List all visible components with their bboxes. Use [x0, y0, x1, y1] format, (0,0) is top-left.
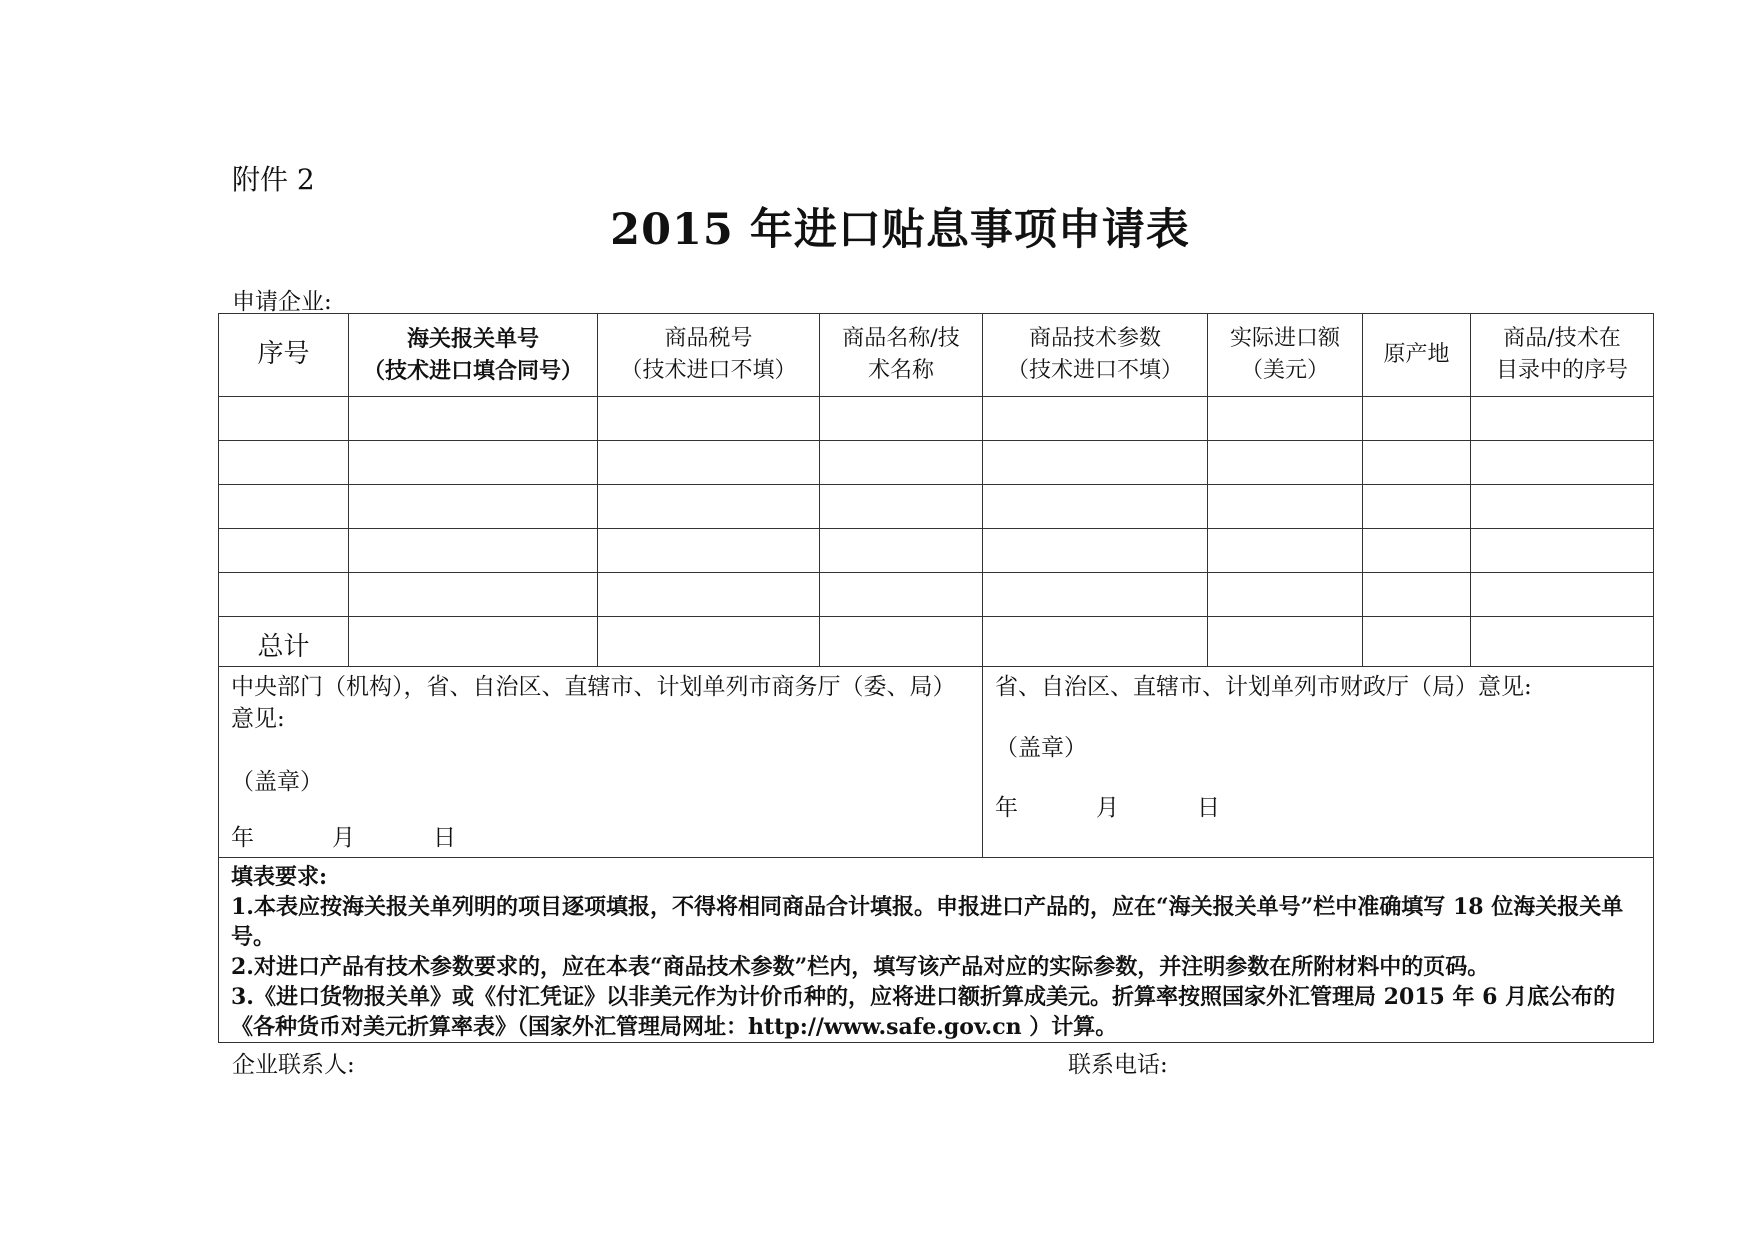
- table-cell[interactable]: [983, 529, 1208, 573]
- col-header-origin: [1363, 314, 1471, 397]
- total-row: [219, 617, 1654, 667]
- table-cell[interactable]: [1471, 485, 1654, 529]
- table-cell[interactable]: [598, 441, 820, 485]
- table-cell[interactable]: [1208, 485, 1363, 529]
- col-header-product-name-line2: 术名称: [867, 358, 934, 383]
- finance-opinion-text: 省、自治区、直辖市、计划单列市财政厅（局）意见:: [995, 674, 1532, 700]
- table-cell[interactable]: [1208, 441, 1363, 485]
- table-cell[interactable]: [1208, 529, 1363, 573]
- table-cell[interactable]: [983, 441, 1208, 485]
- total-cell[interactable]: [983, 617, 1208, 667]
- table-cell[interactable]: [219, 573, 349, 617]
- requirement-item: 1.本表应按海关报关单列明的项目逐项填报，不得将相同商品合计填报。申报进口产品的，应在“海关报关单号”栏中准确填写 18 位海关报关单号。: [231, 894, 1624, 950]
- table-cell[interactable]: [820, 573, 983, 617]
- finance-date-month: 月: [1096, 795, 1119, 821]
- table-cell[interactable]: [349, 529, 598, 573]
- finance-seal-label: （盖章）: [995, 735, 1087, 761]
- finance-date-year: 年: [995, 795, 1018, 821]
- table-row: [219, 441, 1654, 485]
- requirement-item: 3.《进口货物报关单》或《付汇凭证》以非美元作为计价币种的，应将进口额折算成美元。折算率按照国家外汇管理局 2015 年 6 月底公布的《各种货币对美元折算率表》（国家外汇管理局网址：http://www.safe.gov.cn ）计算。: [231, 984, 1616, 1040]
- table-cell[interactable]: [349, 441, 598, 485]
- commerce-date: [231, 819, 456, 852]
- col-header-tech-params-line2: （技术进口不填）: [1006, 358, 1183, 383]
- commerce-date-year: 年: [231, 825, 254, 851]
- col-header-customs-no: [349, 314, 598, 397]
- table-cell[interactable]: [1363, 529, 1471, 573]
- col-header-catalog-no-line2: 目录中的序号: [1495, 358, 1628, 383]
- col-header-tax-no-line2: （技术进口不填）: [620, 358, 797, 383]
- requirement-item: 2.对进口产品有技术参数要求的，应在本表“商品技术参数”栏内，填写该产品对应的实际参数，并注明参数在所附材料中的页码。: [231, 954, 1490, 980]
- col-header-tech-params-line1: 商品技术参数: [1028, 326, 1161, 351]
- commerce-seal-label: （盖章）: [231, 769, 323, 795]
- commerce-date-day: 日: [433, 825, 456, 851]
- table-row: [219, 485, 1654, 529]
- table-cell[interactable]: [598, 485, 820, 529]
- table-cell[interactable]: [219, 529, 349, 573]
- col-header-serial: [219, 314, 349, 397]
- col-header-catalog-no: [1471, 314, 1654, 397]
- table-cell[interactable]: [1471, 573, 1654, 617]
- commerce-date-month: 月: [332, 825, 355, 851]
- commerce-opinion-cell[interactable]: [219, 667, 983, 858]
- col-header-import-amount-line2: （美元）: [1240, 358, 1329, 383]
- table-cell[interactable]: [349, 573, 598, 617]
- table-header-row: [219, 314, 1654, 397]
- table-cell[interactable]: [219, 485, 349, 529]
- col-header-customs-no-line1: 海关报关单号: [406, 326, 539, 352]
- total-cell[interactable]: [598, 617, 820, 667]
- col-header-tax-no-line1: 商品税号: [664, 326, 753, 351]
- total-cell[interactable]: [1208, 617, 1363, 667]
- col-header-product-name: [820, 314, 983, 397]
- table-row: [219, 529, 1654, 573]
- table-row: [219, 573, 1654, 617]
- commerce-opinion-text: 中央部门（机构），省、自治区、直辖市、计划单列市商务厅（委、局）意见:: [231, 674, 956, 732]
- form-title: 2015 年进口贴息事项申请表: [610, 205, 1190, 255]
- opinion-row: [219, 667, 1654, 858]
- total-cell[interactable]: [1471, 617, 1654, 667]
- table-cell[interactable]: [1363, 441, 1471, 485]
- table-cell[interactable]: [1471, 441, 1654, 485]
- col-header-customs-no-line2: （技术进口填合同号）: [362, 358, 583, 384]
- table-cell[interactable]: [820, 397, 983, 441]
- table-cell[interactable]: [219, 397, 349, 441]
- table-cell[interactable]: [349, 485, 598, 529]
- table-cell[interactable]: [1471, 397, 1654, 441]
- contact-phone-label: 联系电话:: [1068, 1052, 1168, 1078]
- table-cell[interactable]: [1363, 397, 1471, 441]
- application-table: [218, 313, 1654, 1043]
- col-header-serial-line1: 序号: [257, 339, 310, 369]
- table-cell[interactable]: [820, 485, 983, 529]
- table-cell[interactable]: [598, 529, 820, 573]
- applicant-label: 申请企业:: [232, 289, 332, 315]
- table-cell[interactable]: [598, 573, 820, 617]
- col-header-product-name-line1: 商品名称/技: [842, 326, 960, 351]
- col-header-origin-line1: 原产地: [1383, 342, 1450, 367]
- contact-person-label: 企业联系人:: [232, 1052, 355, 1078]
- requirements-heading: 填表要求:: [231, 864, 328, 890]
- col-header-tech-params: [983, 314, 1208, 397]
- table-cell[interactable]: [219, 441, 349, 485]
- table-cell[interactable]: [1471, 529, 1654, 573]
- total-cell[interactable]: [820, 617, 983, 667]
- requirements-cell: [219, 858, 1654, 1043]
- total-cell[interactable]: [349, 617, 598, 667]
- col-header-catalog-no-line1: 商品/技术在: [1503, 326, 1621, 351]
- attachment-label: 附件 2: [232, 163, 315, 196]
- finance-date-day: 日: [1197, 795, 1220, 821]
- table-cell[interactable]: [1363, 573, 1471, 617]
- requirements-row: [219, 858, 1654, 1043]
- finance-opinion-cell[interactable]: [983, 667, 1654, 858]
- table-cell[interactable]: [1363, 485, 1471, 529]
- table-cell[interactable]: [983, 397, 1208, 441]
- table-cell[interactable]: [1208, 397, 1363, 441]
- table-cell[interactable]: [983, 485, 1208, 529]
- col-header-tax-no: [598, 314, 820, 397]
- table-cell[interactable]: [820, 529, 983, 573]
- total-label: 总计: [219, 617, 349, 667]
- col-header-import-amount: [1208, 314, 1363, 397]
- table-cell[interactable]: [1208, 573, 1363, 617]
- table-cell[interactable]: [983, 573, 1208, 617]
- col-header-import-amount-line1: 实际进口额: [1229, 326, 1340, 351]
- total-cell[interactable]: [1363, 617, 1471, 667]
- table-cell[interactable]: [820, 441, 983, 485]
- finance-date: [995, 789, 1220, 822]
- table-cell[interactable]: [349, 397, 598, 441]
- table-cell[interactable]: [598, 397, 820, 441]
- table-row: [219, 397, 1654, 441]
